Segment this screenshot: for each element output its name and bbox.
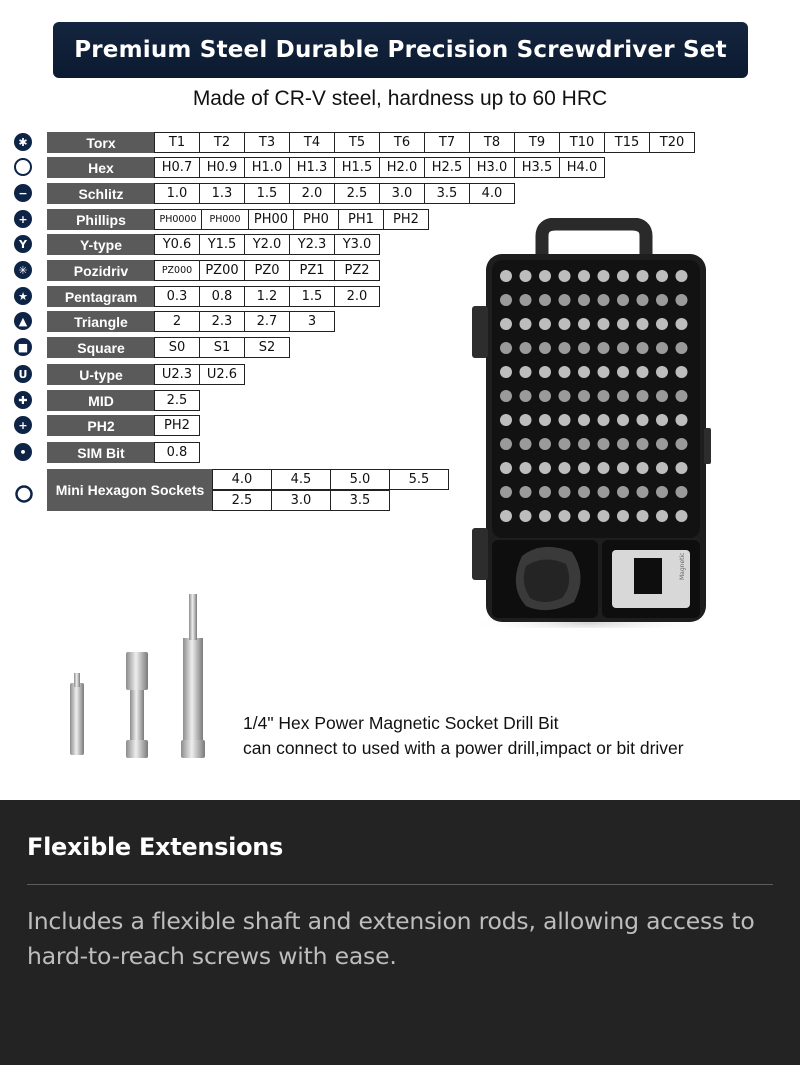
- bit-size-cell: Y3.0: [334, 234, 380, 255]
- case-bit: [617, 390, 629, 402]
- bit-size-cell: 2: [154, 311, 200, 332]
- sim-bit-icon: •: [14, 443, 32, 461]
- bit-type-label: PH2: [47, 415, 155, 436]
- case-bit: [578, 342, 590, 354]
- mini-hexagon-top-sizes: [213, 469, 449, 490]
- bit-sizes: [155, 415, 200, 436]
- hex-socket-size-cell: 3.0: [271, 490, 331, 511]
- case-bit: [598, 390, 610, 402]
- case-bit: [559, 318, 571, 330]
- case-bit: [578, 390, 590, 402]
- mini-hexagon-sockets-label: Mini Hexagon Sockets: [47, 469, 213, 511]
- case-bit: [578, 294, 590, 306]
- case-bit: [520, 294, 532, 306]
- case-bit: [637, 390, 649, 402]
- feature-description: Includes a flexible shaft and extension rods, allowing access to hard-to-reach screws with ease.: [27, 907, 755, 970]
- bit-size-cell: H2.5: [424, 157, 470, 178]
- bit-size-cell: PZ1: [289, 260, 335, 281]
- case-bit: [500, 390, 512, 402]
- case-bit: [637, 294, 649, 306]
- bit-size-cell: T9: [514, 132, 560, 153]
- case-magnetic-label: Magnetic: [679, 552, 686, 580]
- case-bit: [617, 294, 629, 306]
- bit-size-cell: PH2: [154, 415, 200, 436]
- bit-type-label: Y-type: [47, 234, 155, 255]
- bit-size-cell: H1.5: [334, 157, 380, 178]
- bit-sizes: [155, 132, 695, 153]
- bit-size-cell: S0: [154, 337, 200, 358]
- bit-type-label: Pentagram: [47, 286, 155, 307]
- case-bit: [500, 294, 512, 306]
- feature-info-panel: [0, 800, 800, 1065]
- bit-sizes: [155, 157, 605, 178]
- bit-size-cell: 1.2: [244, 286, 290, 307]
- bit-size-cell: 2.0: [334, 286, 380, 307]
- bit-sizes: [155, 209, 429, 230]
- case-bit: [656, 414, 668, 426]
- case-bit: [578, 270, 590, 282]
- pentagram-icon: ★: [14, 287, 32, 305]
- case-bit: [539, 342, 551, 354]
- bit-size-cell: 3.0: [379, 183, 425, 204]
- bit-size-cell: PH0000: [154, 209, 202, 230]
- hex-icon: [14, 158, 32, 176]
- bit-size-cell: U2.6: [199, 364, 245, 385]
- case-bit: [578, 414, 590, 426]
- case-bit: [598, 270, 610, 282]
- case-bit: [637, 270, 649, 282]
- bit-size-cell: H4.0: [559, 157, 605, 178]
- bit-sizes: [155, 183, 515, 204]
- bit-size-cell: PH1: [338, 209, 384, 230]
- bit-type-label: Phillips: [47, 209, 155, 230]
- case-bit: [578, 438, 590, 450]
- case-bit: [676, 486, 688, 498]
- case-bit: [598, 366, 610, 378]
- bit-size-cell: T3: [244, 132, 290, 153]
- case-bit: [578, 366, 590, 378]
- bit-type-label: MID: [47, 390, 155, 411]
- case-bit: [617, 462, 629, 474]
- bit-size-cell: T15: [604, 132, 650, 153]
- bit-size-cell: 1.5: [289, 286, 335, 307]
- case-bit: [617, 342, 629, 354]
- case-bit: [500, 366, 512, 378]
- bit-type-label: Square: [47, 337, 155, 358]
- case-bit: [500, 270, 512, 282]
- case-bit: [676, 414, 688, 426]
- case-bit: [617, 366, 629, 378]
- mid-icon: ✚: [14, 391, 32, 409]
- bit-size-cell: 2.7: [244, 311, 290, 332]
- bit-type-label: U-type: [47, 364, 155, 385]
- case-bit: [500, 486, 512, 498]
- bit-size-cell: T1: [154, 132, 200, 153]
- case-bit: [656, 318, 668, 330]
- product-title-banner: Premium Steel Durable Precision Screwdriver Set: [53, 22, 748, 78]
- hex-socket-size-cell: 4.0: [212, 469, 272, 490]
- bit-type-label: Torx: [47, 132, 155, 153]
- power-bit-line-2: can connect to used with a power drill,impact or bit driver: [243, 738, 684, 758]
- bit-size-cell: T7: [424, 132, 470, 153]
- case-bit: [617, 318, 629, 330]
- case-bit: [656, 486, 668, 498]
- mini-hexagon-bottom-sizes: [213, 490, 390, 511]
- pozidriv-icon: ✳: [14, 261, 32, 279]
- case-bit: [578, 486, 590, 498]
- case-bit: [676, 366, 688, 378]
- bit-size-cell: H1.3: [289, 157, 335, 178]
- y-type-icon: Y: [14, 235, 32, 253]
- case-bit: [656, 270, 668, 282]
- triangle-icon: ▲: [14, 312, 32, 330]
- case-bit: [656, 510, 668, 522]
- bit-sizes: [155, 442, 200, 463]
- bit-type-label: Pozidriv: [47, 260, 155, 281]
- feature-divider: [27, 884, 773, 885]
- torx-icon: ✱: [14, 133, 32, 151]
- case-bit: [637, 462, 649, 474]
- case-bit: [520, 342, 532, 354]
- case-bit: [500, 342, 512, 354]
- bit-size-cell: S1: [199, 337, 245, 358]
- bit-size-cell: 1.3: [199, 183, 245, 204]
- bit-type-label: Hex: [47, 157, 155, 178]
- bit-size-cell: Y2.0: [244, 234, 290, 255]
- bit-size-cell: 0.3: [154, 286, 200, 307]
- case-bit: [637, 438, 649, 450]
- case-bit: [539, 414, 551, 426]
- bit-size-cell: T5: [334, 132, 380, 153]
- case-bit: [637, 486, 649, 498]
- bit-size-cell: PZ2: [334, 260, 380, 281]
- bit-size-cell: H1.0: [244, 157, 290, 178]
- product-subtitle: Made of CR-V steel, hardness up to 60 HRC: [192, 87, 608, 110]
- u-type-icon: U: [14, 365, 32, 383]
- square-icon: ■: [14, 338, 32, 356]
- case-bit: [520, 366, 532, 378]
- bit-size-cell: T6: [379, 132, 425, 153]
- bit-type-label: Schlitz: [47, 183, 155, 204]
- bit-size-cell: S2: [244, 337, 290, 358]
- case-bit: [520, 462, 532, 474]
- case-bit: [578, 462, 590, 474]
- case-bit: [617, 270, 629, 282]
- storage-case-image: [462, 218, 712, 628]
- case-bit: [617, 438, 629, 450]
- case-bit: [598, 318, 610, 330]
- case-bit: [676, 318, 688, 330]
- case-bit: [500, 510, 512, 522]
- hex-socket-size-cell: 4.5: [271, 469, 331, 490]
- case-bit: [559, 438, 571, 450]
- case-bit: [520, 486, 532, 498]
- bit-size-cell: 0.8: [199, 286, 245, 307]
- bit-size-cell: H0.9: [199, 157, 245, 178]
- case-bit: [598, 414, 610, 426]
- bit-size-cell: U2.3: [154, 364, 200, 385]
- bit-size-cell: PH000: [201, 209, 249, 230]
- case-bit: [539, 270, 551, 282]
- bit-size-cell: PZ0: [244, 260, 290, 281]
- case-bit: [539, 390, 551, 402]
- case-bit: [578, 318, 590, 330]
- bit-size-cell: T2: [199, 132, 245, 153]
- power-bit-line-1: 1/4" Hex Power Magnetic Socket Drill Bit: [243, 713, 559, 733]
- power-drill-bit-description: [243, 711, 684, 761]
- case-bit: [598, 294, 610, 306]
- case-bit: [578, 510, 590, 522]
- bit-type-label: Triangle: [47, 311, 155, 332]
- ph2-icon: +: [14, 416, 32, 434]
- hex-socket-size-cell: 2.5: [212, 490, 272, 511]
- case-bit: [559, 294, 571, 306]
- phillips-icon: +: [14, 210, 32, 228]
- feature-title: Flexible Extensions: [27, 833, 284, 861]
- case-bit: [500, 318, 512, 330]
- bit-size-cell: Y0.6: [154, 234, 200, 255]
- bit-sizes: [155, 286, 380, 307]
- case-bit: [520, 414, 532, 426]
- case-bit: [676, 390, 688, 402]
- bit-size-cell: T10: [559, 132, 605, 153]
- bit-size-cell: Y2.3: [289, 234, 335, 255]
- case-bit: [637, 510, 649, 522]
- socket-drill-bits-image: [58, 588, 218, 763]
- case-bit: [559, 390, 571, 402]
- hex-socket-size-cell: 5.0: [330, 469, 390, 490]
- bit-sizes: [155, 337, 290, 358]
- case-bit: [539, 318, 551, 330]
- bit-size-cell: 0.8: [154, 442, 200, 463]
- case-bit: [559, 486, 571, 498]
- case-bit: [656, 294, 668, 306]
- case-bit: [520, 390, 532, 402]
- case-bit: [559, 342, 571, 354]
- bit-sizes: [155, 260, 380, 281]
- bit-size-cell: 2.0: [289, 183, 335, 204]
- case-bit: [656, 438, 668, 450]
- case-bit: [637, 342, 649, 354]
- case-bit: [520, 438, 532, 450]
- bit-size-cell: 4.0: [469, 183, 515, 204]
- case-bit: [637, 366, 649, 378]
- case-bit: [637, 318, 649, 330]
- mini-hexagon-icon: [14, 484, 34, 509]
- bit-size-cell: T8: [469, 132, 515, 153]
- slotted-icon: −: [14, 184, 32, 202]
- case-bit: [520, 318, 532, 330]
- case-bit: [539, 438, 551, 450]
- case-bit: [617, 414, 629, 426]
- bit-size-cell: 2.3: [199, 311, 245, 332]
- bit-sizes: [155, 311, 335, 332]
- case-bit: [598, 438, 610, 450]
- case-bit: [676, 294, 688, 306]
- bit-size-cell: H2.0: [379, 157, 425, 178]
- bit-size-cell: 2.5: [334, 183, 380, 204]
- bit-size-cell: PH2: [383, 209, 429, 230]
- case-bit: [598, 342, 610, 354]
- case-bit: [598, 462, 610, 474]
- bit-size-cell: PZ000: [154, 260, 200, 281]
- case-bit: [598, 510, 610, 522]
- case-bit: [520, 270, 532, 282]
- bit-type-label: SIM Bit: [47, 442, 155, 463]
- bit-sizes: [155, 390, 200, 411]
- bit-sizes: [155, 364, 245, 385]
- case-bit: [559, 270, 571, 282]
- hex-socket-size-cell: 5.5: [389, 469, 449, 490]
- case-bit: [656, 342, 668, 354]
- case-bit: [676, 462, 688, 474]
- bit-size-cell: PH00: [248, 209, 294, 230]
- case-bit: [539, 294, 551, 306]
- case-bit: [676, 342, 688, 354]
- hex-socket-size-cell: 3.5: [330, 490, 390, 511]
- case-bit: [559, 414, 571, 426]
- case-bit: [656, 390, 668, 402]
- bit-size-cell: T20: [649, 132, 695, 153]
- case-bit: [676, 510, 688, 522]
- bit-size-cell: H3.0: [469, 157, 515, 178]
- bit-size-cell: 2.5: [154, 390, 200, 411]
- case-bit: [539, 366, 551, 378]
- case-bit: [539, 486, 551, 498]
- bit-size-cell: 3.5: [424, 183, 470, 204]
- case-bit: [617, 486, 629, 498]
- bit-size-cell: 1.5: [244, 183, 290, 204]
- case-bit: [539, 510, 551, 522]
- case-bit: [500, 438, 512, 450]
- case-bit: [656, 366, 668, 378]
- bit-size-cell: 1.0: [154, 183, 200, 204]
- case-bit: [559, 462, 571, 474]
- case-bit: [598, 486, 610, 498]
- bit-size-cell: H0.7: [154, 157, 200, 178]
- bit-size-cell: Y1.5: [199, 234, 245, 255]
- bit-size-cell: PH0: [293, 209, 339, 230]
- bit-size-cell: PZ00: [199, 260, 245, 281]
- bit-size-cell: H3.5: [514, 157, 560, 178]
- case-bit: [676, 270, 688, 282]
- case-bit: [656, 462, 668, 474]
- case-bit: [500, 462, 512, 474]
- case-bit: [637, 414, 649, 426]
- bit-size-cell: T4: [289, 132, 335, 153]
- bit-sizes: [155, 234, 380, 255]
- case-bit: [617, 510, 629, 522]
- bit-size-cell: 3: [289, 311, 335, 332]
- case-bit: [559, 510, 571, 522]
- case-bit: [539, 462, 551, 474]
- case-bit: [520, 510, 532, 522]
- case-bit: [559, 366, 571, 378]
- case-bit: [500, 414, 512, 426]
- case-bit: [676, 438, 688, 450]
